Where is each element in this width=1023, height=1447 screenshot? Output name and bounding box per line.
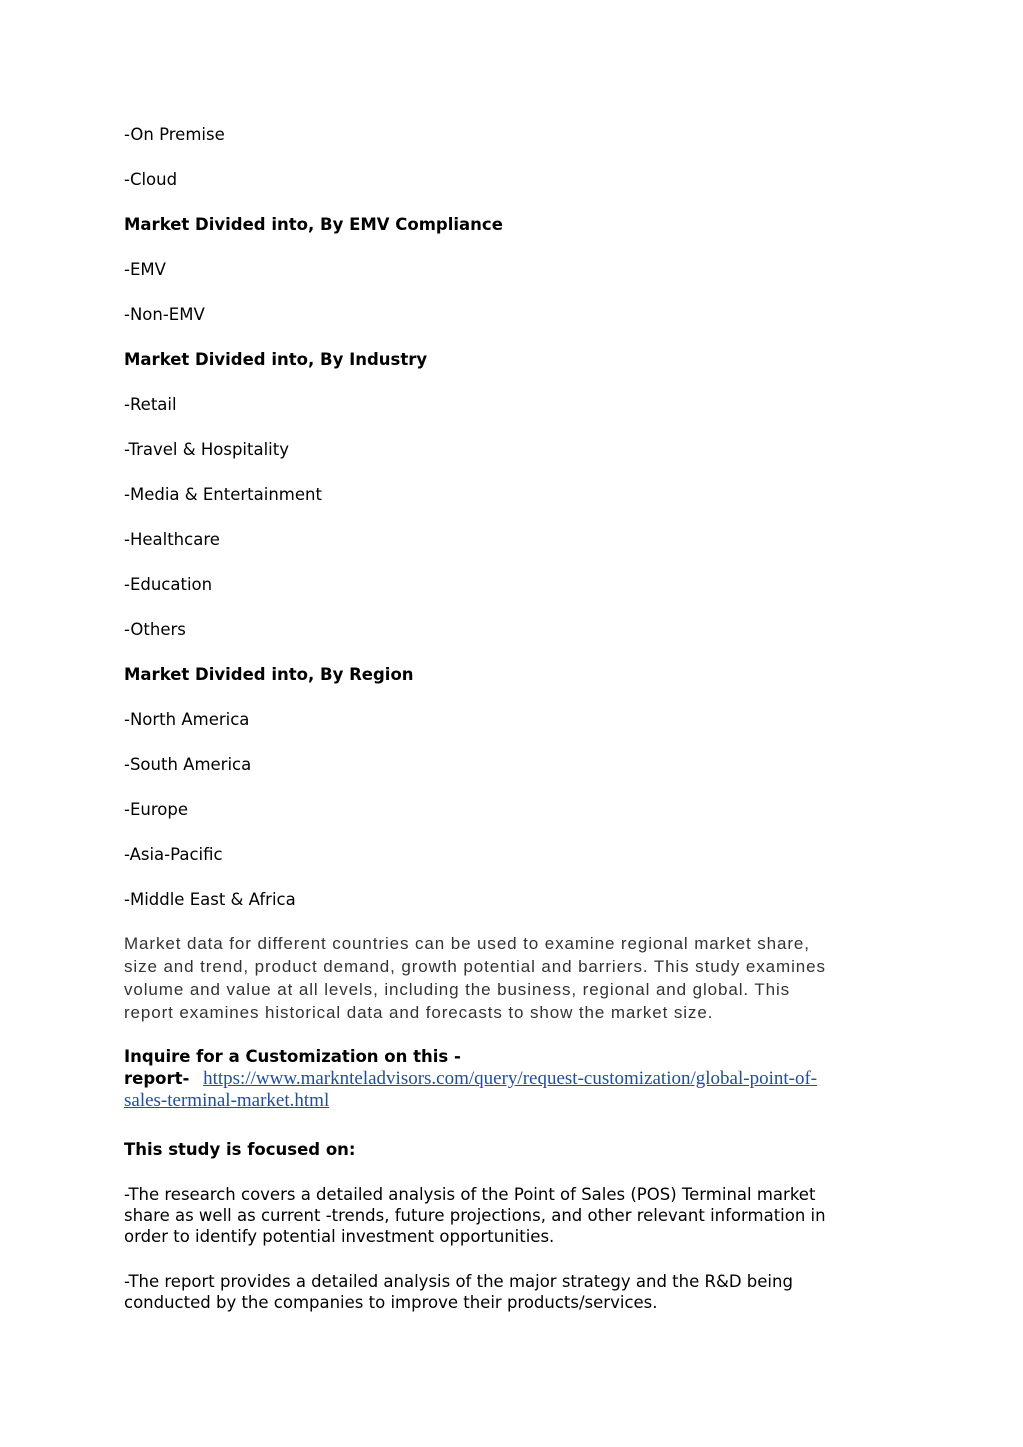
list-item-retail: -Retail [124,395,177,414]
list-item-healthcare: -Healthcare [124,530,220,549]
paragraph-line: conducted by the companies to improve their products/services. [124,1293,658,1312]
paragraph-line: size and trend, product demand, growth potential and barriers. This study examines [124,957,826,976]
section-heading-region: Market Divided into, By Region [124,665,414,684]
customization-link[interactable]: https://www.marknteladvisors.com/query/request-customization/global-point-of- [203,1068,818,1089]
list-item-asia-pacific: -Asia-Pacific [124,845,223,864]
inquire-block [124,1046,817,1112]
paragraph-line: share as well as current -trends, future projections, and other relevant information in [124,1206,826,1225]
list-item-cloud: -Cloud [124,170,178,189]
paragraph-line: volume and value at all levels, including the business, regional and global. This [124,980,791,999]
inquire-report-label: report- [124,1069,190,1088]
list-item-media: -Media & Entertainment [124,485,322,504]
list-item-emv: -EMV [124,260,166,279]
market-data-paragraph [124,932,826,1024]
paragraph-line: -The research covers a detailed analysis of the Point of Sales (POS) Terminal market [124,1185,816,1204]
focus-paragraph-strategy [124,1271,793,1313]
list-item-education: -Education [124,575,213,594]
section-heading-industry: Market Divided into, By Industry [124,350,428,369]
list-item-north-america: -North America [124,710,250,729]
list-item-south-america: -South America [124,755,252,774]
list-item-on-premise: -On Premise [124,125,225,144]
list-item-others: -Others [124,620,186,639]
customization-link-continued[interactable]: sales-terminal-market.html [124,1090,330,1111]
paragraph-line: Market data for different countries can be used to examine regional market share, [124,934,810,953]
paragraph-line: report examines historical data and forecasts to show the market size. [124,1003,714,1022]
list-item-europe: -Europe [124,800,188,819]
list-item-middle-east-africa: -Middle East & Africa [124,890,296,909]
focus-paragraph-research [124,1184,826,1247]
section-heading-emv: Market Divided into, By EMV Compliance [124,215,503,234]
inquire-heading: Inquire for a Customization on this - [124,1047,461,1066]
list-item-non-emv: -Non-EMV [124,305,205,324]
list-item-travel: -Travel & Hospitality [124,440,289,459]
section-heading-focus: This study is focused on: [124,1140,356,1159]
paragraph-line: order to identify potential investment opportunities. [124,1227,555,1246]
paragraph-line: -The report provides a detailed analysis of the major strategy and the R&D being [124,1272,793,1291]
